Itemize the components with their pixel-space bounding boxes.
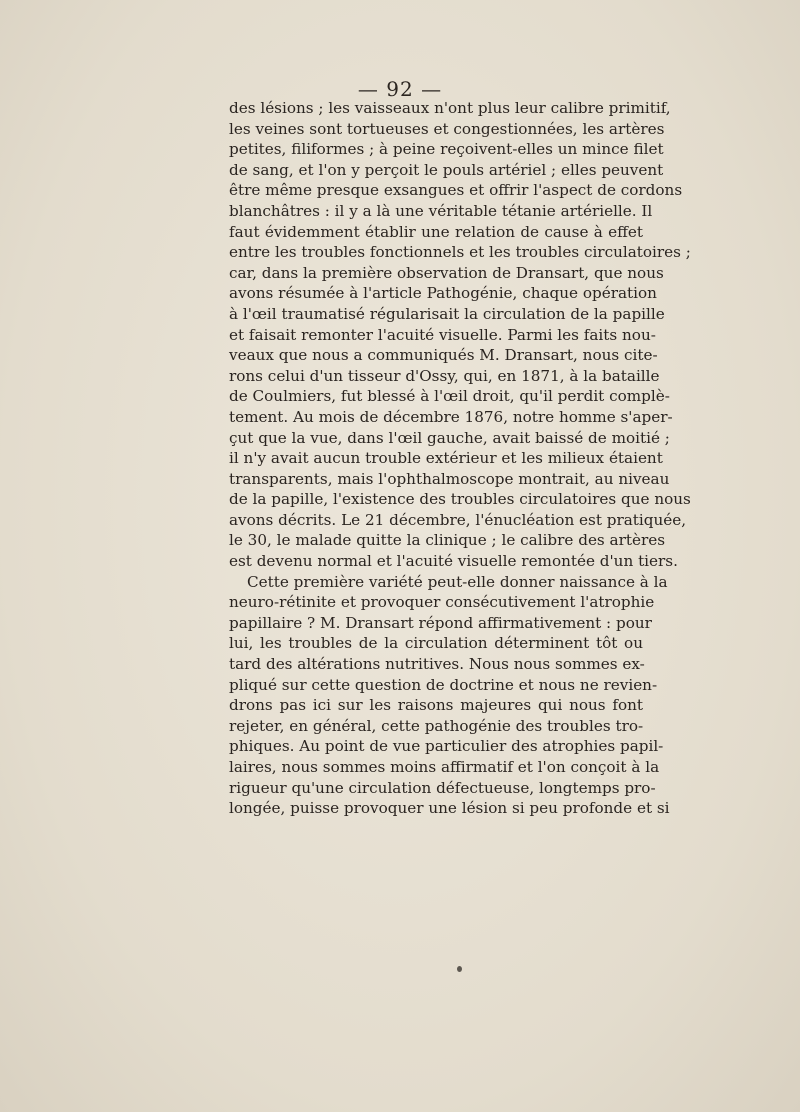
body-text bbox=[229, 98, 691, 819]
text-line: avons décrits. Le 21 décembre, l'énucléation est pratiquée, bbox=[229, 510, 687, 529]
text-line: çut que la vue, dans l'œil gauche, avait baissé de moitié ; bbox=[229, 428, 670, 447]
text-line: blanchâtres : il y a là une véritable tétanie artérielle. Il bbox=[229, 201, 653, 220]
text-line: drons pas ici sur les raisons majeures qui nous font bbox=[229, 696, 643, 715]
text-line: avons résumée à l'article Pathogénie, chaque opération bbox=[229, 284, 657, 303]
text-line: rigueur qu'une circulation défectueuse, longtemps pro- bbox=[229, 778, 656, 797]
text-line: le 30, le malade quitte la clinique ; le calibre des artères bbox=[229, 531, 666, 550]
text-line: veaux que nous a communiqués M. Dransart, nous cite- bbox=[229, 346, 658, 365]
page-number: — 92 — bbox=[357, 77, 443, 101]
text-line: de la papille, l'existence des troubles circulatoires que nous bbox=[229, 490, 691, 509]
text-line: rons celui d'un tisseur d'Ossy, qui, en 1871, à la bataille bbox=[229, 366, 660, 385]
text-line: tard des altérations nutritives. Nous nous sommes ex- bbox=[229, 655, 645, 674]
ink-speck bbox=[457, 966, 462, 972]
text-line: faut évidemment établir une relation de cause à effet bbox=[229, 222, 643, 241]
text-line: laires, nous sommes moins affirmatif et l'on conçoit à la bbox=[229, 758, 660, 776]
text-line: phiques. Au point de vue particulier des atrophies papil- bbox=[229, 737, 664, 756]
text-line: et faisait remonter l'acuité visuelle. Parmi les faits nou- bbox=[229, 325, 656, 344]
text-line: est devenu normal et l'acuité visuelle remontée d'un tiers. bbox=[229, 552, 678, 571]
text-line: de Coulmiers, fut blessé à l'œil droit, qu'il perdit complè- bbox=[229, 387, 670, 406]
text-line: les veines sont tortueuses et congestionnées, les artères bbox=[229, 119, 665, 138]
text-line: petites, filiformes ; à peine reçoivent-elles un mince filet bbox=[229, 140, 664, 159]
text-line: entre les troubles fonctionnels et les troubles circulatoires ; bbox=[229, 243, 691, 262]
text-line: Cette première variété peut-elle donner naissance à la bbox=[247, 572, 668, 591]
text-line: rejeter, en général, cette pathogénie des troubles tro- bbox=[229, 716, 644, 735]
text-line: pliqué sur cette question de doctrine et nous ne revien- bbox=[229, 675, 658, 694]
text-line: il n'y avait aucun trouble extérieur et les milieux étaient bbox=[229, 449, 663, 468]
text-line: lui, les troubles de la circulation déterminent tôt ou bbox=[229, 634, 643, 653]
text-line: de sang, et l'on y perçoit le pouls artériel ; elles peuvent bbox=[229, 160, 664, 179]
text-line: être même presque exsangues et offrir l'aspect de cordons bbox=[229, 181, 683, 200]
text-line: car, dans la première observation de Dransart, que nous bbox=[229, 263, 664, 282]
text-line: papillaire ? M. Dransart répond affirmativement : pour bbox=[229, 613, 652, 632]
text-line: tement. Au mois de décembre 1876, notre homme s'aper- bbox=[229, 407, 673, 426]
text-line: des lésions ; les vaisseaux n'ont plus leur calibre primitif, bbox=[229, 99, 671, 117]
text-line: longée, puisse provoquer une lésion si peu profonde et si bbox=[229, 799, 670, 818]
text-line: à l'œil traumatisé régularisait la circulation de la papille bbox=[229, 304, 665, 323]
text-line: transparents, mais l'ophthalmoscope montrait, au niveau bbox=[229, 469, 670, 488]
text-line: neuro-rétinite et provoquer consécutivement l'atrophie bbox=[229, 593, 655, 612]
